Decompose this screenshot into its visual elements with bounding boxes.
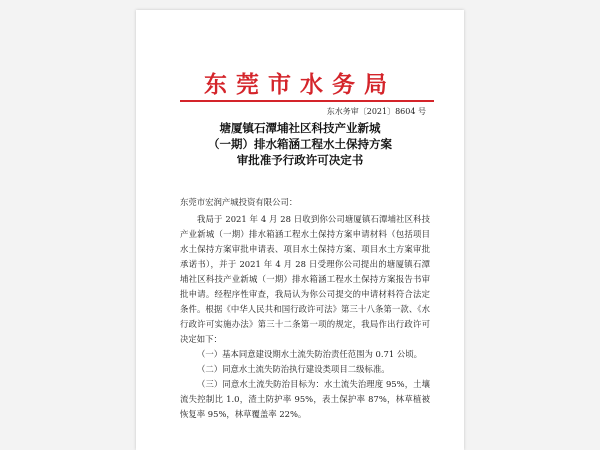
decision-item-2: （二）同意水土流失防治执行建设类项目二级标准。 xyxy=(197,364,390,374)
red-divider-line xyxy=(180,100,434,102)
document-title xyxy=(136,120,464,168)
title-line-1: 塘厦镇石潭埔社区科技产业新城 xyxy=(219,121,381,135)
document-number: 东水务审〔2021〕8604 号 xyxy=(326,107,426,116)
document-page xyxy=(136,10,464,450)
title-line-3: 审批准予行政许可决定书 xyxy=(236,153,364,167)
document-body xyxy=(180,212,430,422)
salutation: 东莞市宏润产城投资有限公司： xyxy=(180,197,298,207)
decision-item-1: （一）基本同意建设期水土流失防治责任范围为 0.71 公顷。 xyxy=(197,349,422,359)
issuer-heading: 东莞市水务局 xyxy=(204,71,396,98)
decision-item-3: （三）同意水土流失防治目标为：水土流失治理度 95%，土壤流失控制比 1.0，渣土防护率 95%，表土保护率 87%，林草植被恢复率 95%，林草覆盖率 22%。 xyxy=(180,379,430,419)
body-paragraph: 我局于 2021 年 4 月 28 日收到你公司塘厦镇石潭埔社区科技产业新城（一期）排水箱涵工程水土保持方案申请材料（包括项目水土保持方案审批申请表、项目水土保持方案、项目水土方案审批承诺书），并于 2021 年 4 月 28 日受理你公司提出的塘厦镇石潭埔社区科技产业新城（一期）排水箱涵工程水土保持方案报告书审批申请。经程序性审查，我局认为你公司提交的申请材料符合法定条件。根据《中华人民共和国行政许可法》第三十八条第一款、《水行政许可实施办法》第三十二条第一项的规定，我局作出行政许可决定如下： xyxy=(180,214,430,344)
title-line-2: （一期）排水箱涵工程水土保持方案 xyxy=(208,137,392,151)
